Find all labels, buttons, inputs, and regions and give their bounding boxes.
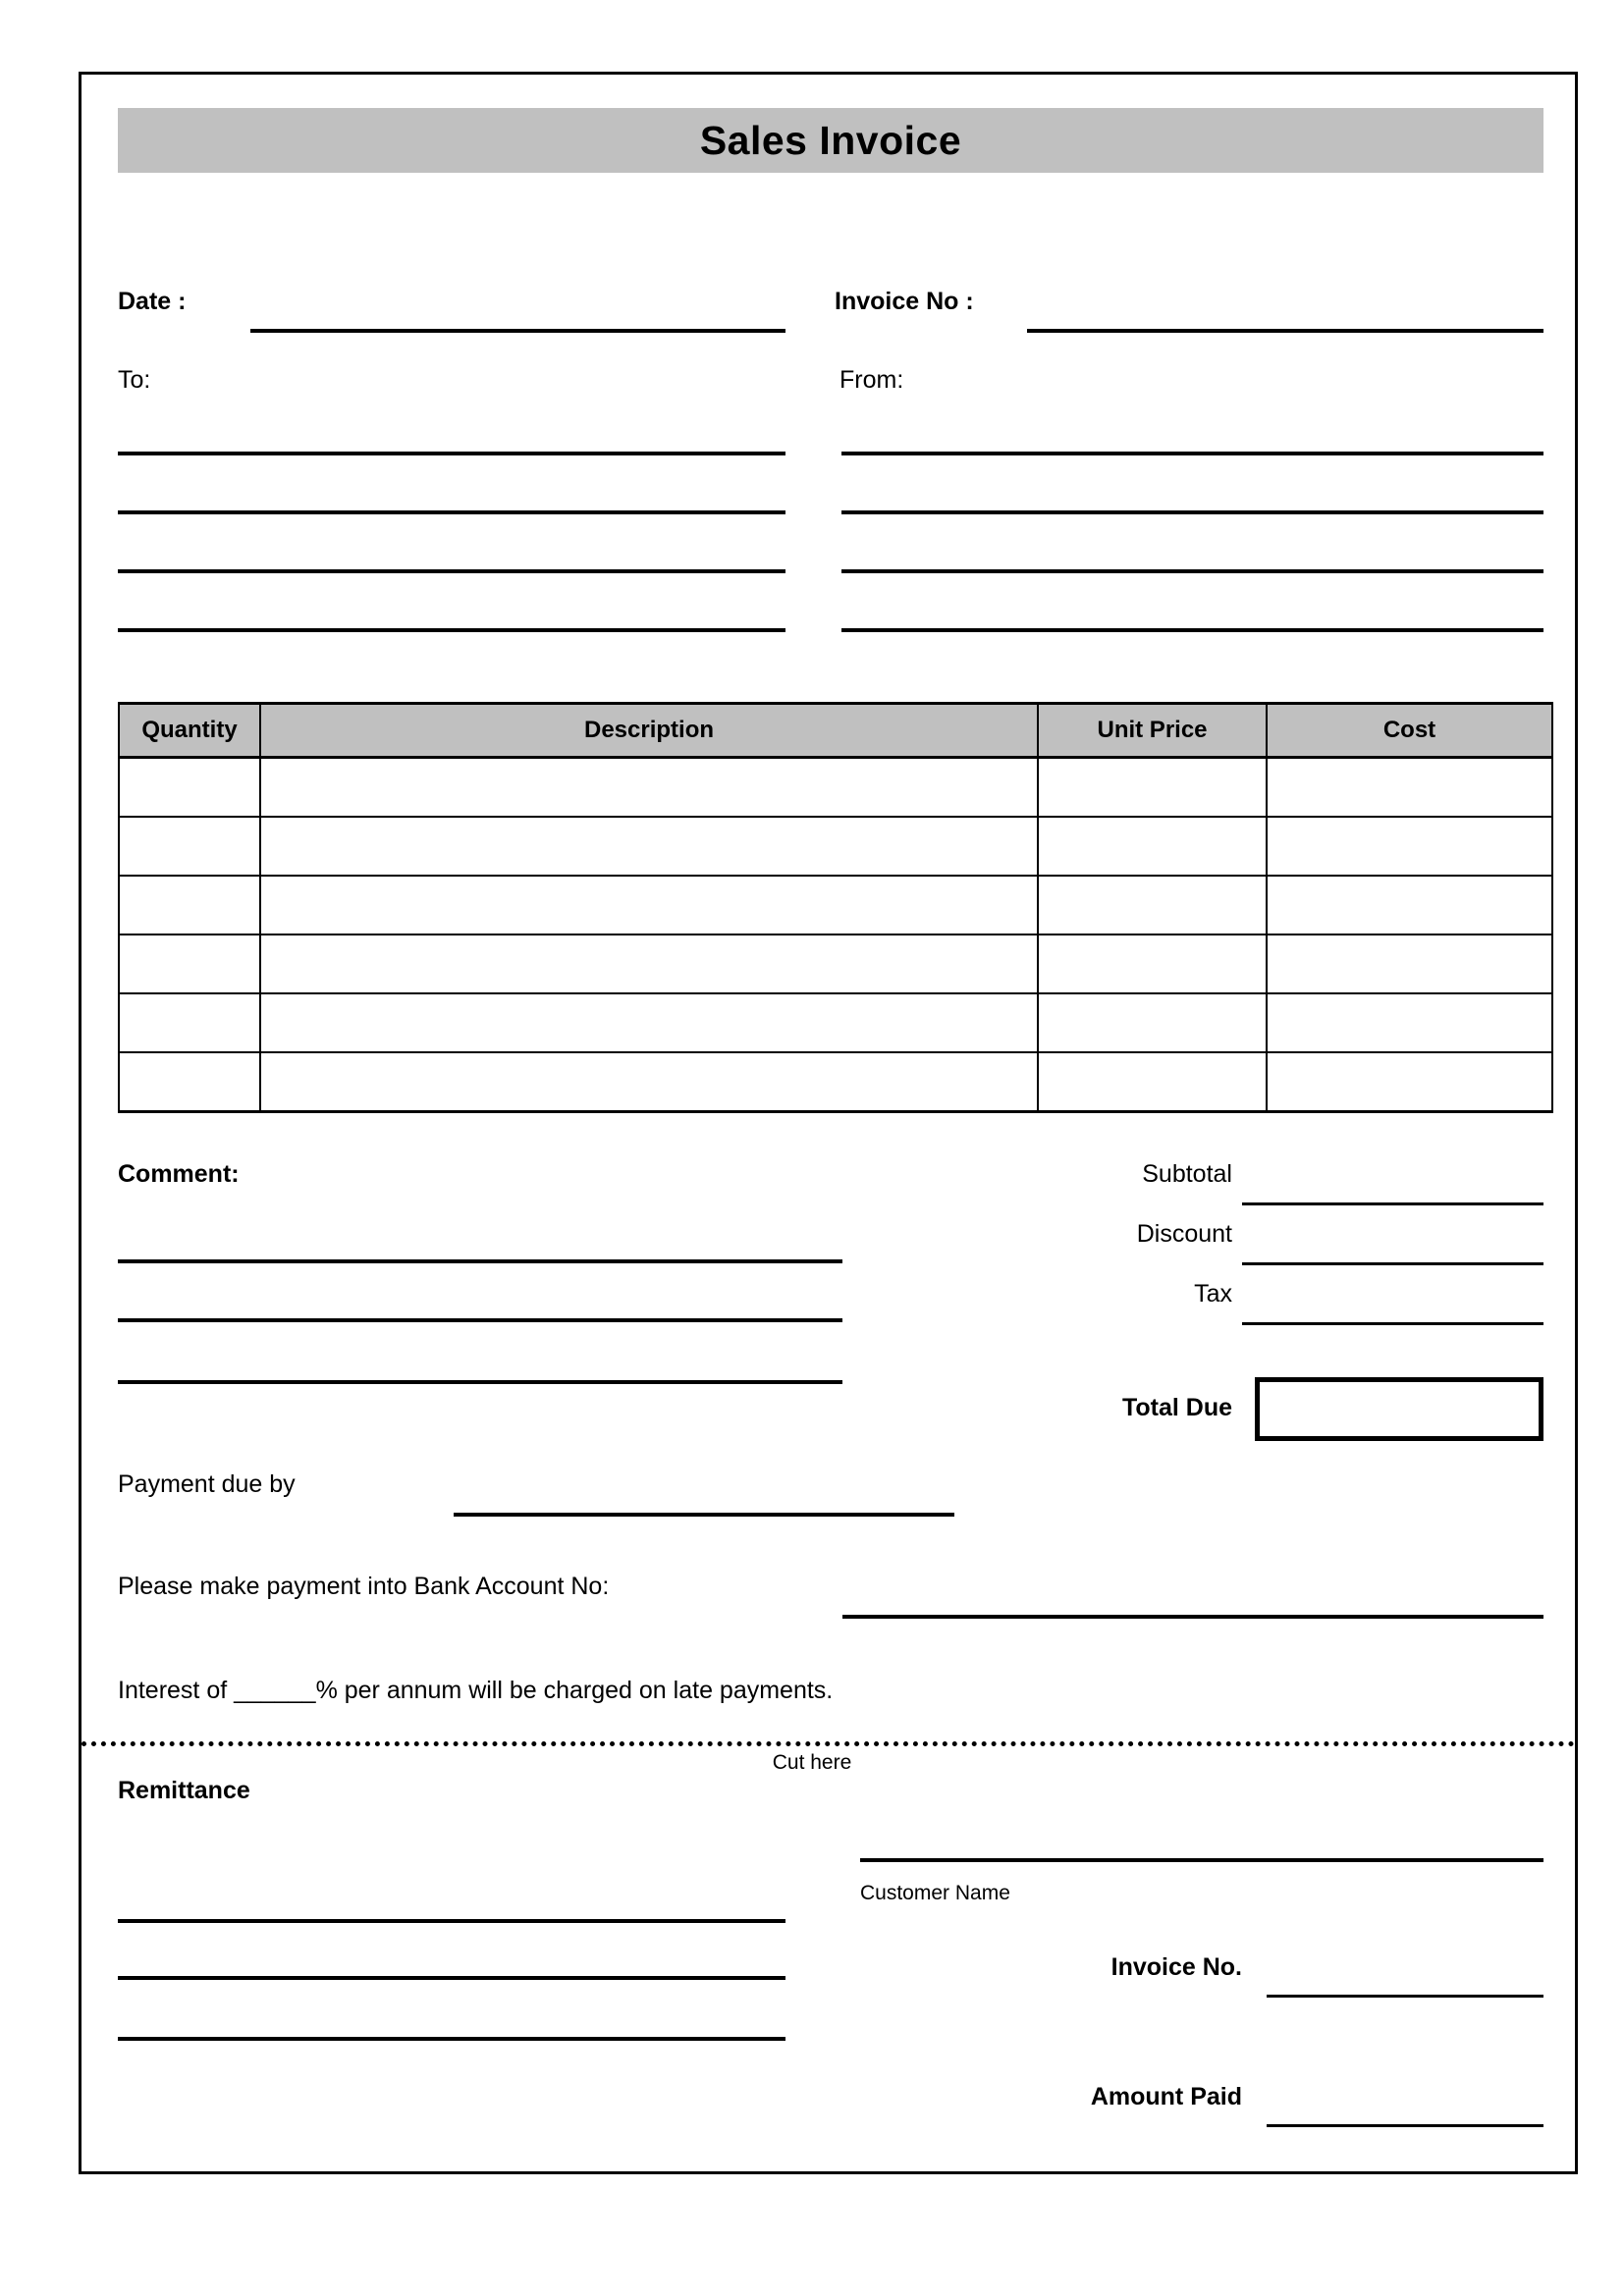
cell-quantity[interactable] (119, 817, 260, 876)
from-address-line-3[interactable] (841, 569, 1543, 573)
interest-prefix-text: Interest of (118, 1677, 235, 1704)
cell-quantity[interactable] (119, 993, 260, 1052)
date-input-line[interactable] (250, 329, 785, 333)
tax-label: Tax (1194, 1280, 1232, 1308)
cell-cost[interactable] (1267, 758, 1552, 818)
cell-description[interactable] (260, 758, 1038, 818)
table-row (119, 993, 1552, 1052)
subtotal-value-line[interactable] (1242, 1202, 1543, 1205)
column-header-unit-price: Unit Price (1038, 704, 1267, 758)
stub-invoice-no-label: Invoice No. (1110, 1953, 1242, 1981)
bank-account-line[interactable] (842, 1615, 1543, 1619)
line-items-table (118, 702, 1553, 1113)
tax-value-line[interactable] (1242, 1322, 1543, 1325)
cell-cost[interactable] (1267, 876, 1552, 934)
table-row (119, 876, 1552, 934)
cell-unit-price[interactable] (1038, 758, 1267, 818)
amount-paid-line[interactable] (1267, 2124, 1543, 2127)
invoice-no-input-line[interactable] (1027, 329, 1543, 333)
cell-cost[interactable] (1267, 1052, 1552, 1112)
total-due-label: Total Due (1121, 1394, 1232, 1421)
total-due-value-box[interactable] (1255, 1377, 1543, 1441)
payment-due-by-label: Payment due by (118, 1470, 296, 1498)
table-row (119, 817, 1552, 876)
customer-name-line[interactable] (860, 1858, 1543, 1862)
interest-rate-blank[interactable]: ______ (234, 1677, 316, 1704)
comment-line-1[interactable] (118, 1259, 842, 1263)
interest-suffix-text: % per annum will be charged on late payments. (315, 1677, 834, 1704)
discount-label: Discount (1136, 1220, 1232, 1248)
payment-due-by-line[interactable] (454, 1513, 954, 1517)
cell-unit-price[interactable] (1038, 876, 1267, 934)
cell-quantity[interactable] (119, 934, 260, 993)
interest-clause (118, 1677, 833, 1705)
comment-label: Comment: (118, 1160, 240, 1188)
customer-name-label: Customer Name (860, 1882, 1010, 1904)
to-address-line-3[interactable] (118, 569, 785, 573)
cell-unit-price[interactable] (1038, 993, 1267, 1052)
remittance-line-2[interactable] (118, 1976, 785, 1980)
to-address-line-2[interactable] (118, 510, 785, 514)
cut-here-dotted-line (81, 1741, 1575, 1746)
subtotal-label: Subtotal (1142, 1160, 1232, 1188)
cell-description[interactable] (260, 993, 1038, 1052)
column-header-description: Description (260, 704, 1038, 758)
comment-line-3[interactable] (118, 1380, 842, 1384)
column-header-quantity: Quantity (119, 704, 260, 758)
table-header-row (119, 704, 1552, 758)
bank-account-label: Please make payment into Bank Account No: (118, 1573, 610, 1600)
comment-line-2[interactable] (118, 1318, 842, 1322)
to-address-line-1[interactable] (118, 452, 785, 455)
invoice-title-band (118, 108, 1543, 173)
stub-invoice-no-line[interactable] (1267, 1995, 1543, 1998)
amount-paid-label: Amount Paid (1090, 2083, 1242, 2110)
date-label: Date : (118, 288, 187, 315)
remittance-line-1[interactable] (118, 1919, 785, 1923)
to-label: To: (118, 366, 151, 394)
cell-description[interactable] (260, 934, 1038, 993)
cell-quantity[interactable] (119, 1052, 260, 1112)
page-title: Sales Invoice (699, 117, 962, 163)
cut-here-label: Cut here (772, 1751, 852, 1774)
cell-description[interactable] (260, 817, 1038, 876)
remittance-title: Remittance (118, 1777, 250, 1804)
cell-unit-price[interactable] (1038, 1052, 1267, 1112)
table-row (119, 1052, 1552, 1112)
from-address-line-2[interactable] (841, 510, 1543, 514)
cell-unit-price[interactable] (1038, 817, 1267, 876)
cell-quantity[interactable] (119, 758, 260, 818)
column-header-cost: Cost (1267, 704, 1552, 758)
cell-description[interactable] (260, 1052, 1038, 1112)
cell-cost[interactable] (1267, 817, 1552, 876)
cell-quantity[interactable] (119, 876, 260, 934)
to-address-line-4[interactable] (118, 628, 785, 632)
discount-value-line[interactable] (1242, 1262, 1543, 1265)
remittance-line-3[interactable] (118, 2037, 785, 2041)
from-label: From: (839, 366, 904, 394)
cell-cost[interactable] (1267, 934, 1552, 993)
from-address-line-1[interactable] (841, 452, 1543, 455)
table-row (119, 758, 1552, 818)
from-address-line-4[interactable] (841, 628, 1543, 632)
cell-unit-price[interactable] (1038, 934, 1267, 993)
table-row (119, 934, 1552, 993)
cell-description[interactable] (260, 876, 1038, 934)
cell-cost[interactable] (1267, 993, 1552, 1052)
invoice-no-label: Invoice No : (835, 288, 974, 315)
